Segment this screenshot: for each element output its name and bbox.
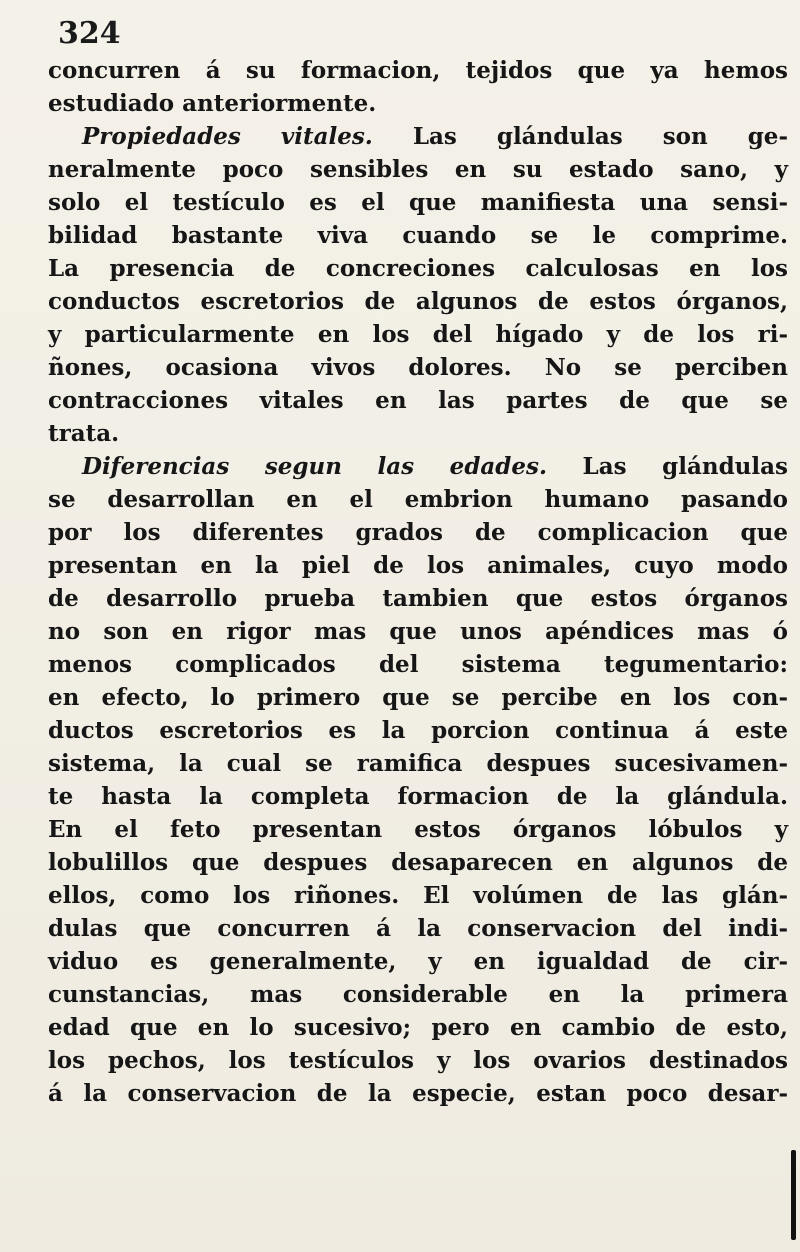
text-line: á la conservacion de la especie, estan poco desar- bbox=[48, 1080, 788, 1107]
section-heading-vital-properties: Propiedades vitales. bbox=[82, 123, 373, 150]
text-line: cunstancias, mas considerable en la primera bbox=[48, 981, 788, 1008]
page-number: 324 bbox=[58, 16, 121, 51]
text-line: presentan en la piel de los animales, cuyo modo bbox=[48, 552, 788, 579]
text-line: neralmente poco sensibles en su estado sano, y bbox=[48, 156, 788, 183]
text-line: lobulillos que despues desaparecen en algunos de bbox=[48, 849, 788, 876]
text-line: contracciones vitales en las partes de que se bbox=[48, 387, 788, 414]
page-edge-mark bbox=[791, 1150, 796, 1240]
section-heading-continuation: Las glándulas bbox=[546, 453, 788, 480]
text-line: se desarrollan en el embrion humano pasando bbox=[48, 486, 788, 513]
text-line: edad que en lo sucesivo; pero en cambio de esto, bbox=[48, 1014, 788, 1041]
text-line: ellos, como los riñones. El volúmen de las glán- bbox=[48, 882, 788, 909]
text-line: conductos escretorios de algunos de estos órganos, bbox=[48, 288, 788, 315]
section-line-age-differences bbox=[48, 450, 788, 483]
text-line: dulas que concurren á la conservacion del indi- bbox=[48, 915, 788, 942]
section-heading-age-differences: Diferencias segun las edades. bbox=[82, 453, 547, 480]
text-line: en efecto, lo primero que se percibe en los con- bbox=[48, 684, 788, 711]
text-line: ductos escretorios es la porcion continua á este bbox=[48, 717, 788, 744]
text-line: solo el testículo es el que manifiesta una sensi- bbox=[48, 189, 788, 216]
body-text bbox=[48, 54, 788, 1110]
text-line: por los diferentes grados de complicacion que bbox=[48, 519, 788, 546]
text-line: no son en rigor mas que unos apéndices mas ó bbox=[48, 618, 788, 645]
text-line: viduo es generalmente, y en igualdad de cir- bbox=[48, 948, 788, 975]
text-line: te hasta la completa formacion de la glándula. bbox=[48, 783, 788, 810]
text-line: estudiado anteriormente. bbox=[48, 90, 377, 117]
section-heading-continuation: Las glándulas son ge- bbox=[372, 123, 788, 150]
text-line: concurren á su formacion, tejidos que ya hemos bbox=[48, 57, 788, 84]
text-line: y particularmente en los del hígado y de los ri- bbox=[48, 321, 788, 348]
section-line-vital-properties bbox=[48, 120, 788, 153]
text-line: los pechos, los testículos y los ovarios destinados bbox=[48, 1047, 788, 1074]
text-line: En el feto presentan estos órganos lóbulos y bbox=[48, 816, 788, 843]
text-line: ñones, ocasiona vivos dolores. No se perciben bbox=[48, 354, 788, 381]
text-line: de desarrollo prueba tambien que estos órganos bbox=[48, 585, 788, 612]
text-line: La presencia de concreciones calculosas en los bbox=[48, 255, 788, 282]
text-line: menos complicados del sistema tegumentario: bbox=[48, 651, 788, 678]
text-line: sistema, la cual se ramifica despues sucesivamen- bbox=[48, 750, 788, 777]
text-line: trata. bbox=[48, 420, 120, 447]
text-line: bilidad bastante viva cuando se le comprime. bbox=[48, 222, 788, 249]
